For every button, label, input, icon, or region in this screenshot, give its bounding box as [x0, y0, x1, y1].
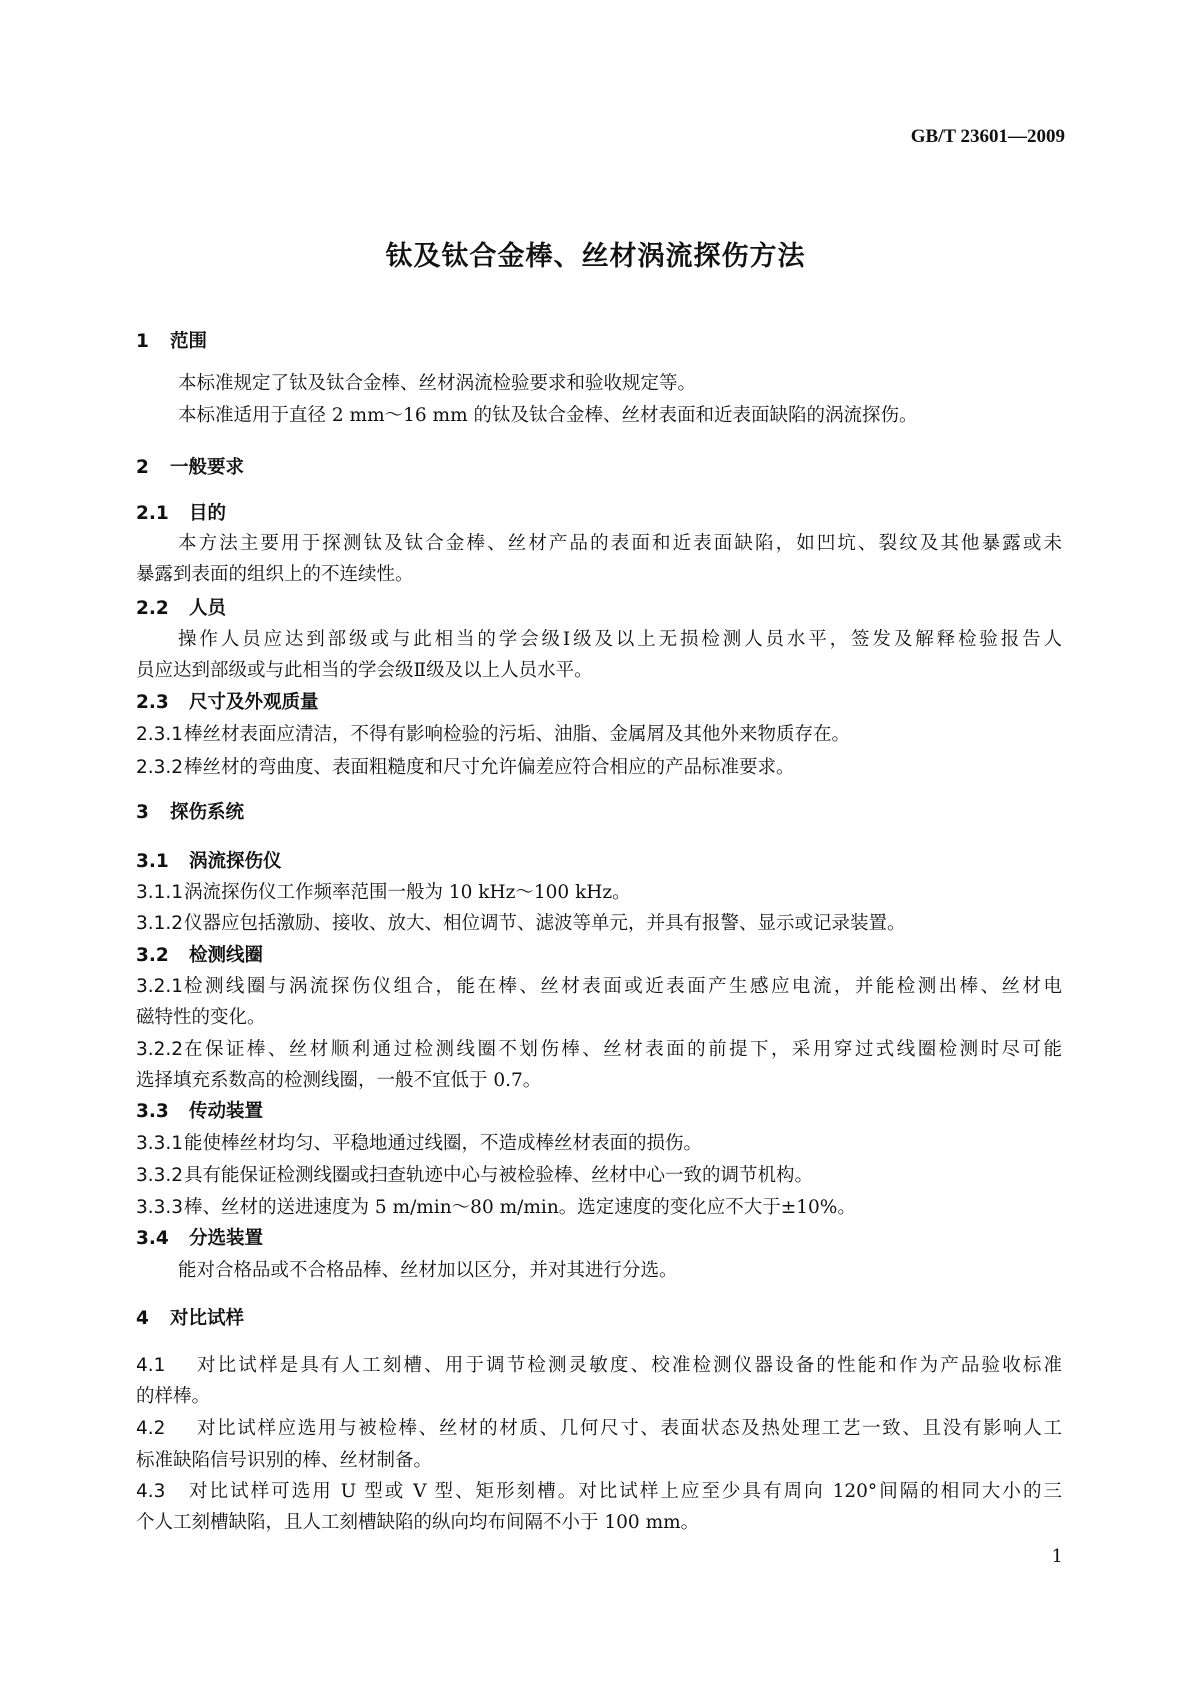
section-heading	[136, 1227, 1062, 1251]
clause-number: 2	[136, 457, 149, 478]
section-heading	[136, 944, 1062, 968]
clause-text: 标准缺陷信号识别的棒、丝材制备。	[136, 1450, 433, 1471]
clause-number: 4.1	[136, 1355, 166, 1376]
heading-text: 目的	[189, 503, 227, 524]
clause-number: 4.2	[136, 1418, 166, 1439]
paragraph-line	[136, 563, 1062, 587]
clause-number: 3.2	[136, 945, 169, 966]
heading-text: 探伤系统	[170, 802, 245, 823]
clause-text: 个人工刻槽缺陷，且人工刻槽缺陷的纵向均布间隔不小于 100 mm。	[136, 1512, 700, 1533]
clause-text: 暴露到表面的组织上的不连续性。	[136, 564, 414, 585]
clause-number: 2.3.1	[136, 724, 184, 745]
clause-text: 在保证棒、丝材顺利通过检测线圈不划伤棒、丝材表面的前提下，采用穿过式线圈检测时尽可能	[184, 1039, 1062, 1060]
page-number: 1	[1051, 1546, 1063, 1567]
clause-number: 3.3.2	[136, 1165, 184, 1186]
clause-text: 具有能保证检测线圈或扫查轨迹中心与被检验棒、丝材中心一致的调节机构。	[184, 1165, 814, 1186]
paragraph-line	[136, 1006, 1062, 1030]
clause-text: 的样棒。	[136, 1386, 211, 1407]
clause-number: 2.2	[136, 598, 169, 619]
heading-text: 范围	[170, 331, 208, 352]
paragraph-line	[136, 1259, 1062, 1283]
clause-text: 员应达到部级或与此相当的学会级Ⅱ级及以上人员水平。	[136, 660, 593, 681]
paragraph-line	[136, 1069, 1062, 1093]
clause-text: 对比试样应选用与被检棒、丝材的材质、几何尺寸、表面状态及热处理工艺一致、且没有影响人工	[197, 1418, 1062, 1439]
clause-number: 2.3.2	[136, 757, 184, 778]
clause-number: 2.1	[136, 503, 169, 524]
section-heading	[136, 597, 1062, 621]
paragraph-line	[136, 881, 1062, 905]
heading-text: 尺寸及外观质量	[189, 692, 319, 713]
clause-text: 磁特性的变化。	[136, 1007, 266, 1028]
paragraph-line	[136, 723, 1062, 747]
clause-number: 3.1.2	[136, 913, 184, 934]
clause-text: 选择填充系数高的检测线圈，一般不宜低于 0.7。	[136, 1070, 542, 1091]
clause-number: 3.1.1	[136, 882, 184, 903]
paragraph-line	[136, 404, 1062, 428]
clause-number: 3.3	[136, 1101, 169, 1122]
clause-text: 本标准规定了钛及钛合金棒、丝材涡流检验要求和验收规定等。	[178, 373, 697, 394]
section-heading	[136, 1100, 1062, 1124]
paragraph-line	[136, 659, 1062, 683]
paragraph-line	[136, 1164, 1062, 1188]
paragraph-line	[136, 1511, 1062, 1535]
clause-text: 对比试样可选用 U 型或 V 型、矩形刻槽。对比试样上应至少具有周向 120°间隔的相同大小的三	[189, 1481, 1062, 1502]
paragraph-line	[136, 912, 1062, 936]
paragraph-line	[136, 372, 1062, 396]
section-heading	[136, 1307, 1062, 1331]
section-heading	[136, 691, 1062, 715]
clause-text: 涡流探伤仪工作频率范围一般为 10 kHz～100 kHz。	[184, 882, 631, 903]
standard-code: GB/T 23601—2009	[910, 126, 1065, 147]
clause-text: 仪器应包括激励、接收、放大、相位调节、滤波等单元，并具有报警、显示或记录装置。	[184, 913, 906, 934]
clause-text: 本方法主要用于探测钛及钛合金棒、丝材产品的表面和近表面缺陷，如凹坑、裂纹及其他暴露或未	[178, 533, 1062, 554]
clause-text: 本标准适用于直径 2 mm～16 mm 的钛及钛合金棒、丝材表面和近表面缺陷的涡流探伤。	[178, 405, 918, 426]
heading-text: 对比试样	[170, 1308, 245, 1329]
paragraph-line	[136, 1354, 1062, 1378]
section-heading	[136, 456, 1062, 480]
clause-text: 对比试样是具有人工刻槽、用于调节检测灵敏度、校准检测仪器设备的性能和作为产品验收标准	[197, 1355, 1062, 1376]
clause-text: 检测线圈与涡流探伤仪组合，能在棒、丝材表面或近表面产生感应电流，并能检测出棒、丝材电	[184, 976, 1062, 997]
section-heading	[136, 502, 1062, 526]
clause-number: 3.1	[136, 851, 169, 872]
paragraph-line	[136, 1449, 1062, 1473]
heading-text: 一般要求	[170, 457, 245, 478]
paragraph-line	[136, 1417, 1062, 1441]
clause-text: 能对合格品或不合格品棒、丝材加以区分，并对其进行分选。	[178, 1260, 678, 1281]
clause-text: 棒、丝材的送进速度为 5 m/min～80 m/min。选定速度的变化应不大于±10%。	[184, 1197, 856, 1218]
clause-number: 3.4	[136, 1228, 169, 1249]
clause-text: 能使棒丝材均匀、平稳地通过线圈，不造成棒丝材表面的损伤。	[184, 1133, 703, 1154]
paragraph-line	[136, 532, 1062, 556]
clause-number: 3	[136, 802, 149, 823]
clause-number: 2.3	[136, 692, 169, 713]
section-heading	[136, 850, 1062, 874]
heading-text: 检测线圈	[189, 945, 264, 966]
clause-text: 棒丝材的弯曲度、表面粗糙度和尺寸允许偏差应符合相应的产品标准要求。	[184, 757, 795, 778]
heading-text: 分选装置	[189, 1228, 264, 1249]
clause-number: 3.3.1	[136, 1133, 184, 1154]
clause-number: 3.2.2	[136, 1039, 184, 1060]
clause-number: 3.2.1	[136, 976, 184, 997]
paragraph-line	[136, 975, 1062, 999]
paragraph-line	[136, 1038, 1062, 1062]
paragraph-line	[136, 1196, 1062, 1220]
heading-text: 传动装置	[189, 1101, 264, 1122]
paragraph-line	[136, 1480, 1062, 1504]
clause-number: 3.3.3	[136, 1197, 184, 1218]
paragraph-line	[136, 756, 1062, 780]
section-heading	[136, 801, 1062, 825]
paragraph-line	[136, 628, 1062, 652]
heading-text: 人员	[189, 598, 227, 619]
clause-text: 棒丝材表面应清洁，不得有影响检验的污垢、油脂、金属屑及其他外来物质存在。	[184, 724, 851, 745]
document-title: 钛及钛合金棒、丝材涡流探伤方法	[385, 241, 806, 272]
paragraph-line	[136, 1132, 1062, 1156]
heading-text: 涡流探伤仪	[189, 851, 282, 872]
clause-text: 操作人员应达到部级或与此相当的学会级Ⅰ级及以上无损检测人员水平，签发及解释检验报告人	[178, 629, 1062, 650]
paragraph-line	[136, 1385, 1062, 1409]
clause-number: 1	[136, 331, 149, 352]
clause-number: 4	[136, 1308, 149, 1329]
section-heading	[136, 330, 1062, 354]
clause-number: 4.3	[136, 1481, 166, 1502]
